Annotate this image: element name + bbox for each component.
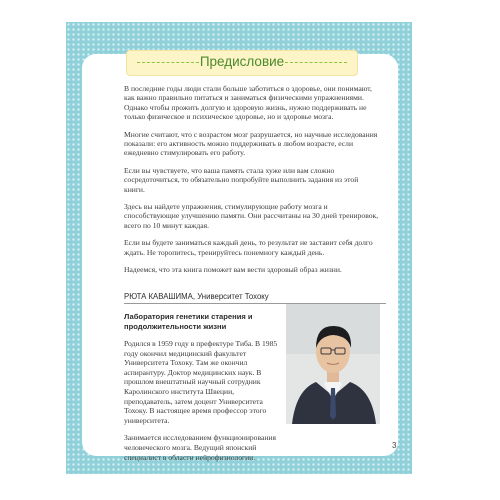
bio-paragraph: Занимается исследованием функционирования человеческого мозга. Ведущий японский специалист в области нейрофизиологии. <box>124 433 276 462</box>
page-number: 3 <box>392 441 397 450</box>
intro-paragraph: В последние годы люди стали больше заботиться о здоровье, они понимают, как важно правильно питаться и заниматься физическими упражнениями. Однако чтобы прожить долгую и здоровую жизнь, нужно поддерживать не только физическое и психическое здоровье, но и здоровье мозга. <box>124 84 372 122</box>
author-bio <box>124 339 280 470</box>
title-banner <box>126 50 358 76</box>
top-margin <box>0 0 500 22</box>
bio-paragraph: Родился в 1959 году в префектуре Тиба. В 1985 году окончил медицинский факультет Университета Тохоку. Там же окончил аспирантуру. Доктор медицинских наук. В прошлом внештатный научный сотрудник Каролинского института Швеции, преподаватель, затем доцент Университета Тохоку. В настоящее время профессор этого университета. <box>124 339 278 425</box>
intro-paragraph: Если вы будете заниматься каждый день, то результат не заставит себя долго ждать. Не торопитесь, тренируйтесь понемногу каждый день. <box>124 238 373 257</box>
intro-text <box>124 84 380 283</box>
page-title: Предисловие <box>199 54 285 69</box>
author-name: РЮТА КАВАШИМА, <box>124 292 196 301</box>
intro-paragraph: Здесь вы найдете упражнения, стимулирующие работу мозга и способствующие улучшению памяти. Они рассчитаны на 30 дней тренировок, всего по 10 минут каждая. <box>124 202 379 230</box>
intro-paragraph: Надеемся, что эта книга поможет вам вести здоровый образ жизни. <box>124 265 342 275</box>
author-affiliation: Университет Тохоку <box>197 292 269 301</box>
intro-paragraph: Многие считают, что с возрастом мозг разрушается, но научные исследования показали: его активность можно поддерживать в любом возрасте, если ежедневно стимулировать его работу. <box>124 129 378 158</box>
intro-paragraph: Если вы чувствуете, что ваша память стала хуже или вам сложно сосредоточиться, то обязательно попробуйте выполнить задания из этой книги. <box>124 165 359 194</box>
author-photo <box>286 304 380 424</box>
author-heading <box>124 292 386 304</box>
author-portrait-image <box>286 304 380 424</box>
lab-title: Лаборатория генетики старения и продолжительности жизни <box>124 312 253 331</box>
bottom-margin <box>0 474 500 500</box>
